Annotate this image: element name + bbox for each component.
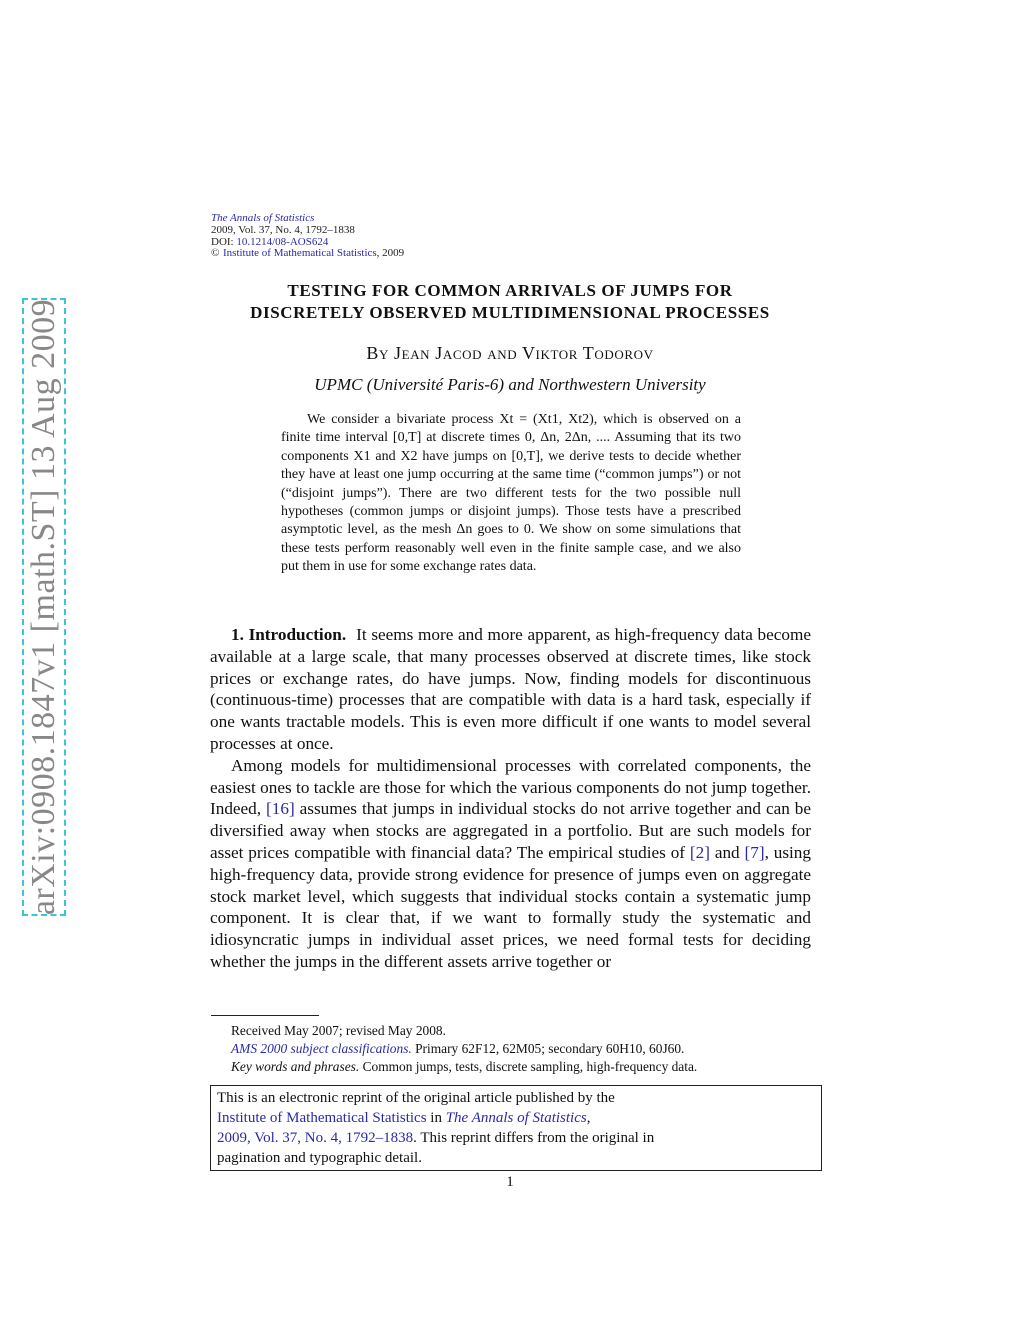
citation-2[interactable]: [2] [689,842,710,862]
title-line-2: DISCRETELY OBSERVED MULTIDIMENSIONAL PROCESSES [250,303,770,322]
reprint-line-3 [217,1128,815,1148]
reprint-comma: , [586,1110,591,1126]
paragraph-2-text-b: assumes that jumps in individual stocks do not arrive together and can be diversified away when stocks are aggregated in a portfolio. But are such models for asset prices compatible with financial data? The empirical studies of [210,799,811,862]
ams-classification [211,1040,811,1058]
paragraph-1-text: It seems more and more apparent, as high-frequency data become available at a large scale, that many processes observed at discrete times, like stock prices or exchange rates, do have jumps. Now, finding models for discontinuous (continuous-time) processes that are compatible with data is a hard task, especially if one wants tractable models. This is even more difficult if one wants to model several processes at once. [210,625,812,753]
reprint-journal-link[interactable]: The Annals of Statistics [445,1110,587,1126]
paragraph-2 [210,755,811,973]
paragraph-2-text-c: and [709,842,745,862]
footnotes [211,1022,811,1076]
reprint-publisher-link[interactable]: Institute of Mathematical Statistics [217,1110,427,1126]
affiliation: UPMC (Université Paris-6) and Northwestern University [314,375,706,394]
journal-link[interactable]: The Annals of Statistics [211,212,315,224]
arxiv-stamp-text: arXiv:0908.1847v1 [math.ST] 13 Aug 2009 [25,298,62,916]
paper-title [200,280,820,324]
issue-info: 2009, Vol. 37, No. 4, 1792–1838 [211,223,355,236]
doi-label: DOI: [211,235,237,248]
reprint-notice [210,1085,822,1171]
reprint-in: in [426,1110,446,1126]
keywords-label: Key words and phrases. [231,1059,360,1074]
copyright-icon: © [211,247,220,260]
keywords [211,1058,811,1076]
journal-header [211,213,404,260]
reprint-line-3-text: . This reprint differs from the original in [413,1130,655,1146]
reprint-line-2 [217,1108,815,1128]
footnote-divider [211,1015,319,1016]
ams-codes: Primary 62F12, 62M05; secondary 60H10, 60J60. [411,1041,685,1056]
reprint-line-1: This is an electronic reprint of the original article published by the [217,1090,615,1106]
reprint-line-4: pagination and typographic detail. [217,1150,422,1166]
reprint-issue-link[interactable]: 2009, Vol. 37, No. 4, 1792–1838 [217,1130,414,1146]
copyright-year: , 2009 [376,247,405,260]
authors: By Jean Jacod and Viktor Todorov [366,343,654,363]
citation-16[interactable]: [16] [266,799,295,819]
doi-link[interactable]: 10.1214/08-AOS624 [236,235,329,248]
paragraph-2-text-a: Among models for multidimensional processes with correlated components, the easiest ones to tackle are those for which the various components do not jump together. Indeed, [210,755,811,819]
citation-7[interactable]: [7] [744,842,765,862]
section-heading: 1. Introduction. [231,625,347,644]
abstract: We consider a bivariate process Xt = (Xt1, Xt2), which is observed on a finite time interval [0,T] at discrete times 0, Δn, 2Δn, .... Assuming that its two components X1 and X2 have jumps on [0,T], we derive tests to decide whether they have at least one jump occurring at the same time (“common jumps”) or not (“disjoint jumps”). There are two different tests for the two possible null hypotheses (common jumps or disjoint jumps). Those tests have a prescribed asymptotic level, as the mesh Δn goes to 0. We show on some simulations that these tests perform reasonably well even in the finite sample case, and we also put them in use for some exchange rates data. [281,412,741,575]
arxiv-stamp [22,298,66,916]
paragraph-2-text-d: , using high-frequency data, provide strong evidence for presence of jumps even on aggregate stock market level, which suggests that individual stocks contain a systematic jump component. It is clear that, if we want to formally study the systematic and idiosyncratic jumps in individual asset prices, we need formal tests for deciding whether the jumps in the different assets arrive together or [210,842,811,971]
keywords-text: Common jumps, tests, discrete sampling, high-frequency data. [359,1059,698,1074]
publisher-link[interactable]: Institute of Mathematical Statistics [223,247,377,260]
title-line-1: TESTING FOR COMMON ARRIVALS OF JUMPS FOR [287,281,733,300]
paragraph-1 [210,624,811,755]
ams-link[interactable]: AMS 2000 subject classifications. [231,1041,412,1056]
received-note: Received May 2007; revised May 2008. [231,1023,446,1038]
body-text [210,624,811,973]
page-number: 1 [506,1174,514,1190]
